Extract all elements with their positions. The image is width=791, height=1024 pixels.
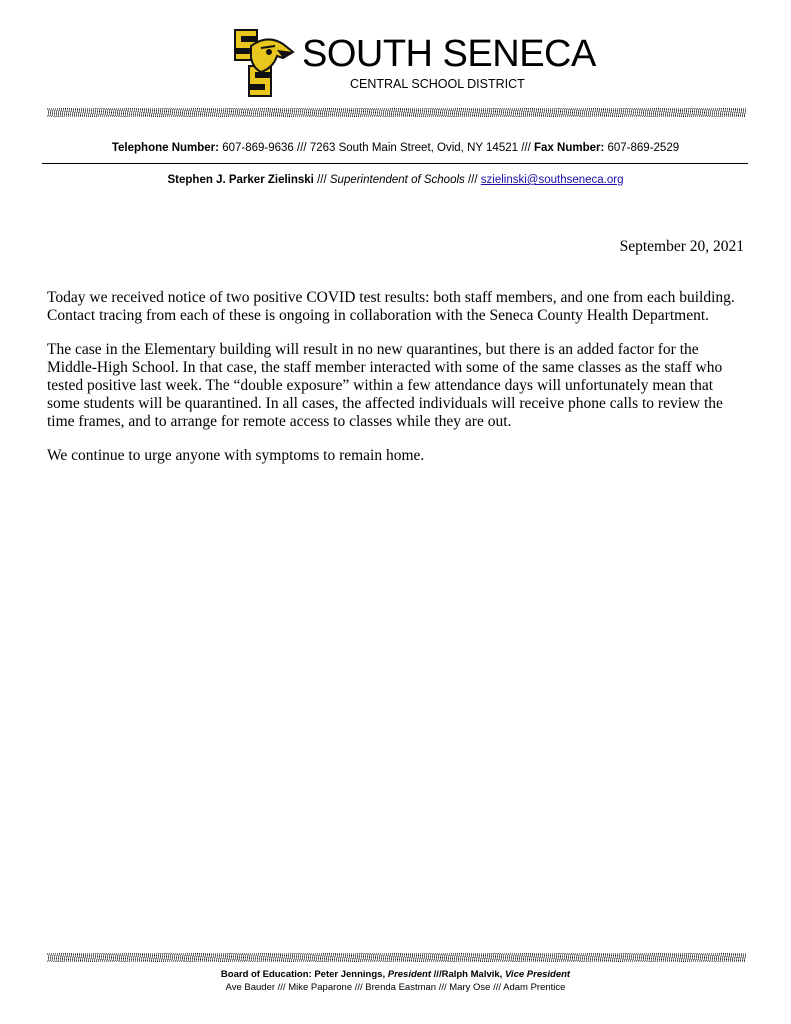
phone-number: 607-869-9636	[222, 142, 294, 154]
separator: ///	[464, 174, 481, 186]
fax-number: 607-869-2529	[607, 142, 680, 154]
address: 7263 South Main Street, Ovid, NY 14521	[309, 142, 519, 154]
paragraph: The case in the Elementary building will result in no new quarantines, but there is an added factor for the Middle-High School. In that case, the staff member interacted with some of the same classes as the staff who tested positive last week. The “double exposure” within a few attendance days will unfortunately mean that some students will be quarantined. In all cases, the affected individuals will receive phone calls to review the time frames, and to arrange for remote access to classes while they are out.	[47, 341, 723, 430]
board-label: Board of Education: Peter Jennings,	[220, 969, 388, 980]
separator: ///	[313, 174, 330, 186]
superintendent-line	[0, 174, 791, 186]
district-name: SOUTH SENECA	[302, 33, 596, 75]
email-link[interactable]: szielinski@southseneca.org	[480, 174, 624, 186]
eagle-logo-icon	[233, 28, 295, 98]
letter-body	[47, 289, 747, 481]
president-title: President	[387, 969, 432, 980]
board-members: Ave Bauder /// Mike Paparone /// Brenda Eastman /// Mary Ose /// Adam Prentice	[225, 982, 566, 993]
superintendent-title: Superintendent of Schools	[329, 174, 465, 186]
fax-label: Fax Number:	[534, 142, 605, 154]
separator: ///	[518, 142, 534, 154]
district-subtitle: CENTRAL SCHOOL DISTRICT	[350, 77, 525, 91]
solid-divider	[42, 163, 748, 164]
paragraph: Today we received notice of two positive COVID test results: both staff members, and one from each building. Contact tracing from each of these is ongoing in collaboration with the Seneca County Health Department.	[47, 289, 735, 324]
contact-line	[0, 142, 791, 154]
vice-name: Ralph Malvik,	[441, 969, 505, 980]
vice-title: Vice President	[504, 969, 571, 980]
superintendent-name: Stephen J. Parker Zielinski	[167, 174, 314, 186]
board-line	[0, 969, 791, 980]
hatched-divider-top	[47, 108, 746, 117]
phone-label: Telephone Number:	[111, 142, 219, 154]
separator: ///	[293, 142, 310, 154]
district-logo	[233, 28, 295, 98]
letter-date: September 20, 2021	[619, 238, 744, 255]
hatched-divider-bottom	[47, 953, 746, 962]
separator: ///	[431, 969, 442, 980]
paragraph: We continue to urge anyone with symptoms to remain home.	[47, 447, 425, 464]
